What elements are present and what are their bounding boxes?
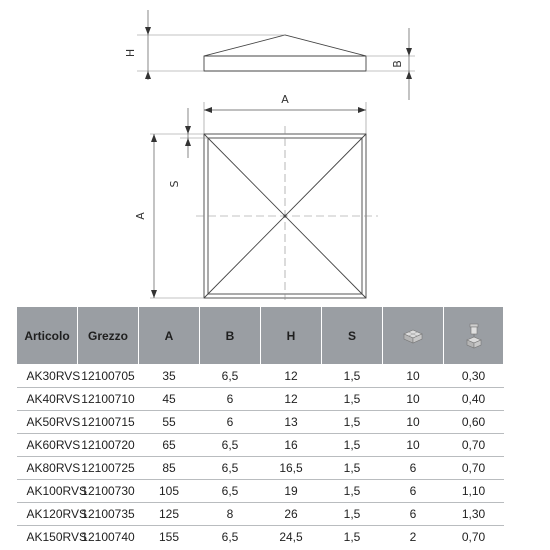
cell-articolo: AK30RVS xyxy=(17,365,78,388)
cell-articolo: AK150RVS xyxy=(26,530,87,544)
table-row xyxy=(17,388,504,411)
cell-h: 16,5 xyxy=(261,457,322,480)
cell-weight: 1,30 xyxy=(444,503,504,526)
header-h: H xyxy=(261,307,322,365)
a-width-label: A xyxy=(281,93,289,106)
cell-packaging: 6 xyxy=(383,480,444,503)
table-row xyxy=(17,503,504,526)
cell-packaging: 6 xyxy=(383,503,444,526)
cell-a: 155 xyxy=(158,530,180,544)
cell-weight: 0,70 xyxy=(444,434,504,457)
cell-b: 6,5 xyxy=(200,457,261,480)
cell-grezzo: 12100710 xyxy=(78,388,139,411)
cell-b: 6,5 xyxy=(221,530,239,544)
cell-h: 16 xyxy=(261,434,322,457)
cell-b: 6,5 xyxy=(200,434,261,457)
cell-s: 1,5 xyxy=(322,480,383,503)
spec-table xyxy=(16,306,504,548)
cell-b: 6 xyxy=(200,411,261,434)
cell-packaging: 10 xyxy=(383,365,444,388)
table-row xyxy=(17,434,504,457)
cell-packaging: 10 xyxy=(383,434,444,457)
cell-grezzo: 12100730 xyxy=(78,480,139,503)
cell-h: 19 xyxy=(261,480,322,503)
cell-h: 13 xyxy=(261,411,322,434)
cell-packaging: 2 xyxy=(409,530,417,544)
cell-s: 1,5 xyxy=(322,388,383,411)
cell-s: 1,5 xyxy=(322,503,383,526)
cell-b: 6,5 xyxy=(200,365,261,388)
table-row xyxy=(17,411,504,434)
cell-h: 26 xyxy=(261,503,322,526)
cell-weight: 0,30 xyxy=(444,365,504,388)
cell-articolo: AK50RVS xyxy=(17,411,78,434)
cell-weight: 1,10 xyxy=(444,480,504,503)
header-a: A xyxy=(139,307,200,365)
table-row xyxy=(17,457,504,480)
header-b: B xyxy=(200,307,261,365)
header-grezzo: Grezzo xyxy=(78,307,139,365)
cell-packaging: 10 xyxy=(383,388,444,411)
cell-grezzo: 12100705 xyxy=(78,365,139,388)
cell-b: 6 xyxy=(200,388,261,411)
cell-articolo: AK120RVS xyxy=(17,503,78,526)
cell-weight: 0,70 xyxy=(444,457,504,480)
plan-view xyxy=(150,102,378,300)
cell-weight: 0,70 xyxy=(461,530,486,544)
b-dimension-label: B xyxy=(391,60,404,68)
cell-s: 1,5 xyxy=(322,457,383,480)
cell-packaging: 10 xyxy=(383,411,444,434)
h-dimension-label: H xyxy=(124,48,137,58)
cell-b: 8 xyxy=(200,503,261,526)
cell-packaging: 6 xyxy=(383,457,444,480)
cell-a: 85 xyxy=(139,457,200,480)
cell-grezzo: 12100735 xyxy=(78,503,139,526)
a-height-label: A xyxy=(134,212,147,220)
cell-articolo: AK60RVS xyxy=(17,434,78,457)
cell-a: 125 xyxy=(139,503,200,526)
cell-s: 1,5 xyxy=(322,411,383,434)
cell-a: 45 xyxy=(139,388,200,411)
cell-h: 12 xyxy=(261,365,322,388)
cell-a: 105 xyxy=(139,480,200,503)
cell-grezzo: 12100725 xyxy=(78,457,139,480)
cell-a: 65 xyxy=(139,434,200,457)
s-dimension-label: S xyxy=(168,180,181,188)
cell-a: 55 xyxy=(139,411,200,434)
table-header-row xyxy=(17,307,504,365)
header-packaging xyxy=(383,307,444,365)
cell-weight: 0,40 xyxy=(444,388,504,411)
cell-grezzo: 12100720 xyxy=(78,434,139,457)
cell-s: 1,5 xyxy=(322,365,383,388)
box-stack-icon xyxy=(402,328,424,344)
cell-h: 12 xyxy=(261,388,322,411)
elevation-view xyxy=(137,10,415,100)
table-row xyxy=(17,480,504,503)
cell-s: 1,5 xyxy=(322,434,383,457)
table-row xyxy=(17,365,504,388)
header-s: S xyxy=(322,307,383,365)
cell-articolo: AK40RVS xyxy=(17,388,78,411)
cell-grezzo: 12100740 xyxy=(81,530,135,544)
cell-b: 6,5 xyxy=(200,480,261,503)
weight-icon xyxy=(465,323,483,349)
header-articolo: Articolo xyxy=(17,307,78,365)
cell-grezzo: 12100715 xyxy=(78,411,139,434)
cell-h: 24,5 xyxy=(279,530,303,544)
cell-s: 1,5 xyxy=(343,530,361,544)
header-weight xyxy=(444,307,504,365)
cell-articolo: AK100RVS xyxy=(17,480,78,503)
cell-weight: 0,60 xyxy=(444,411,504,434)
cell-articolo: AK80RVS xyxy=(17,457,78,480)
table-row xyxy=(17,526,504,549)
cell-a: 35 xyxy=(139,365,200,388)
